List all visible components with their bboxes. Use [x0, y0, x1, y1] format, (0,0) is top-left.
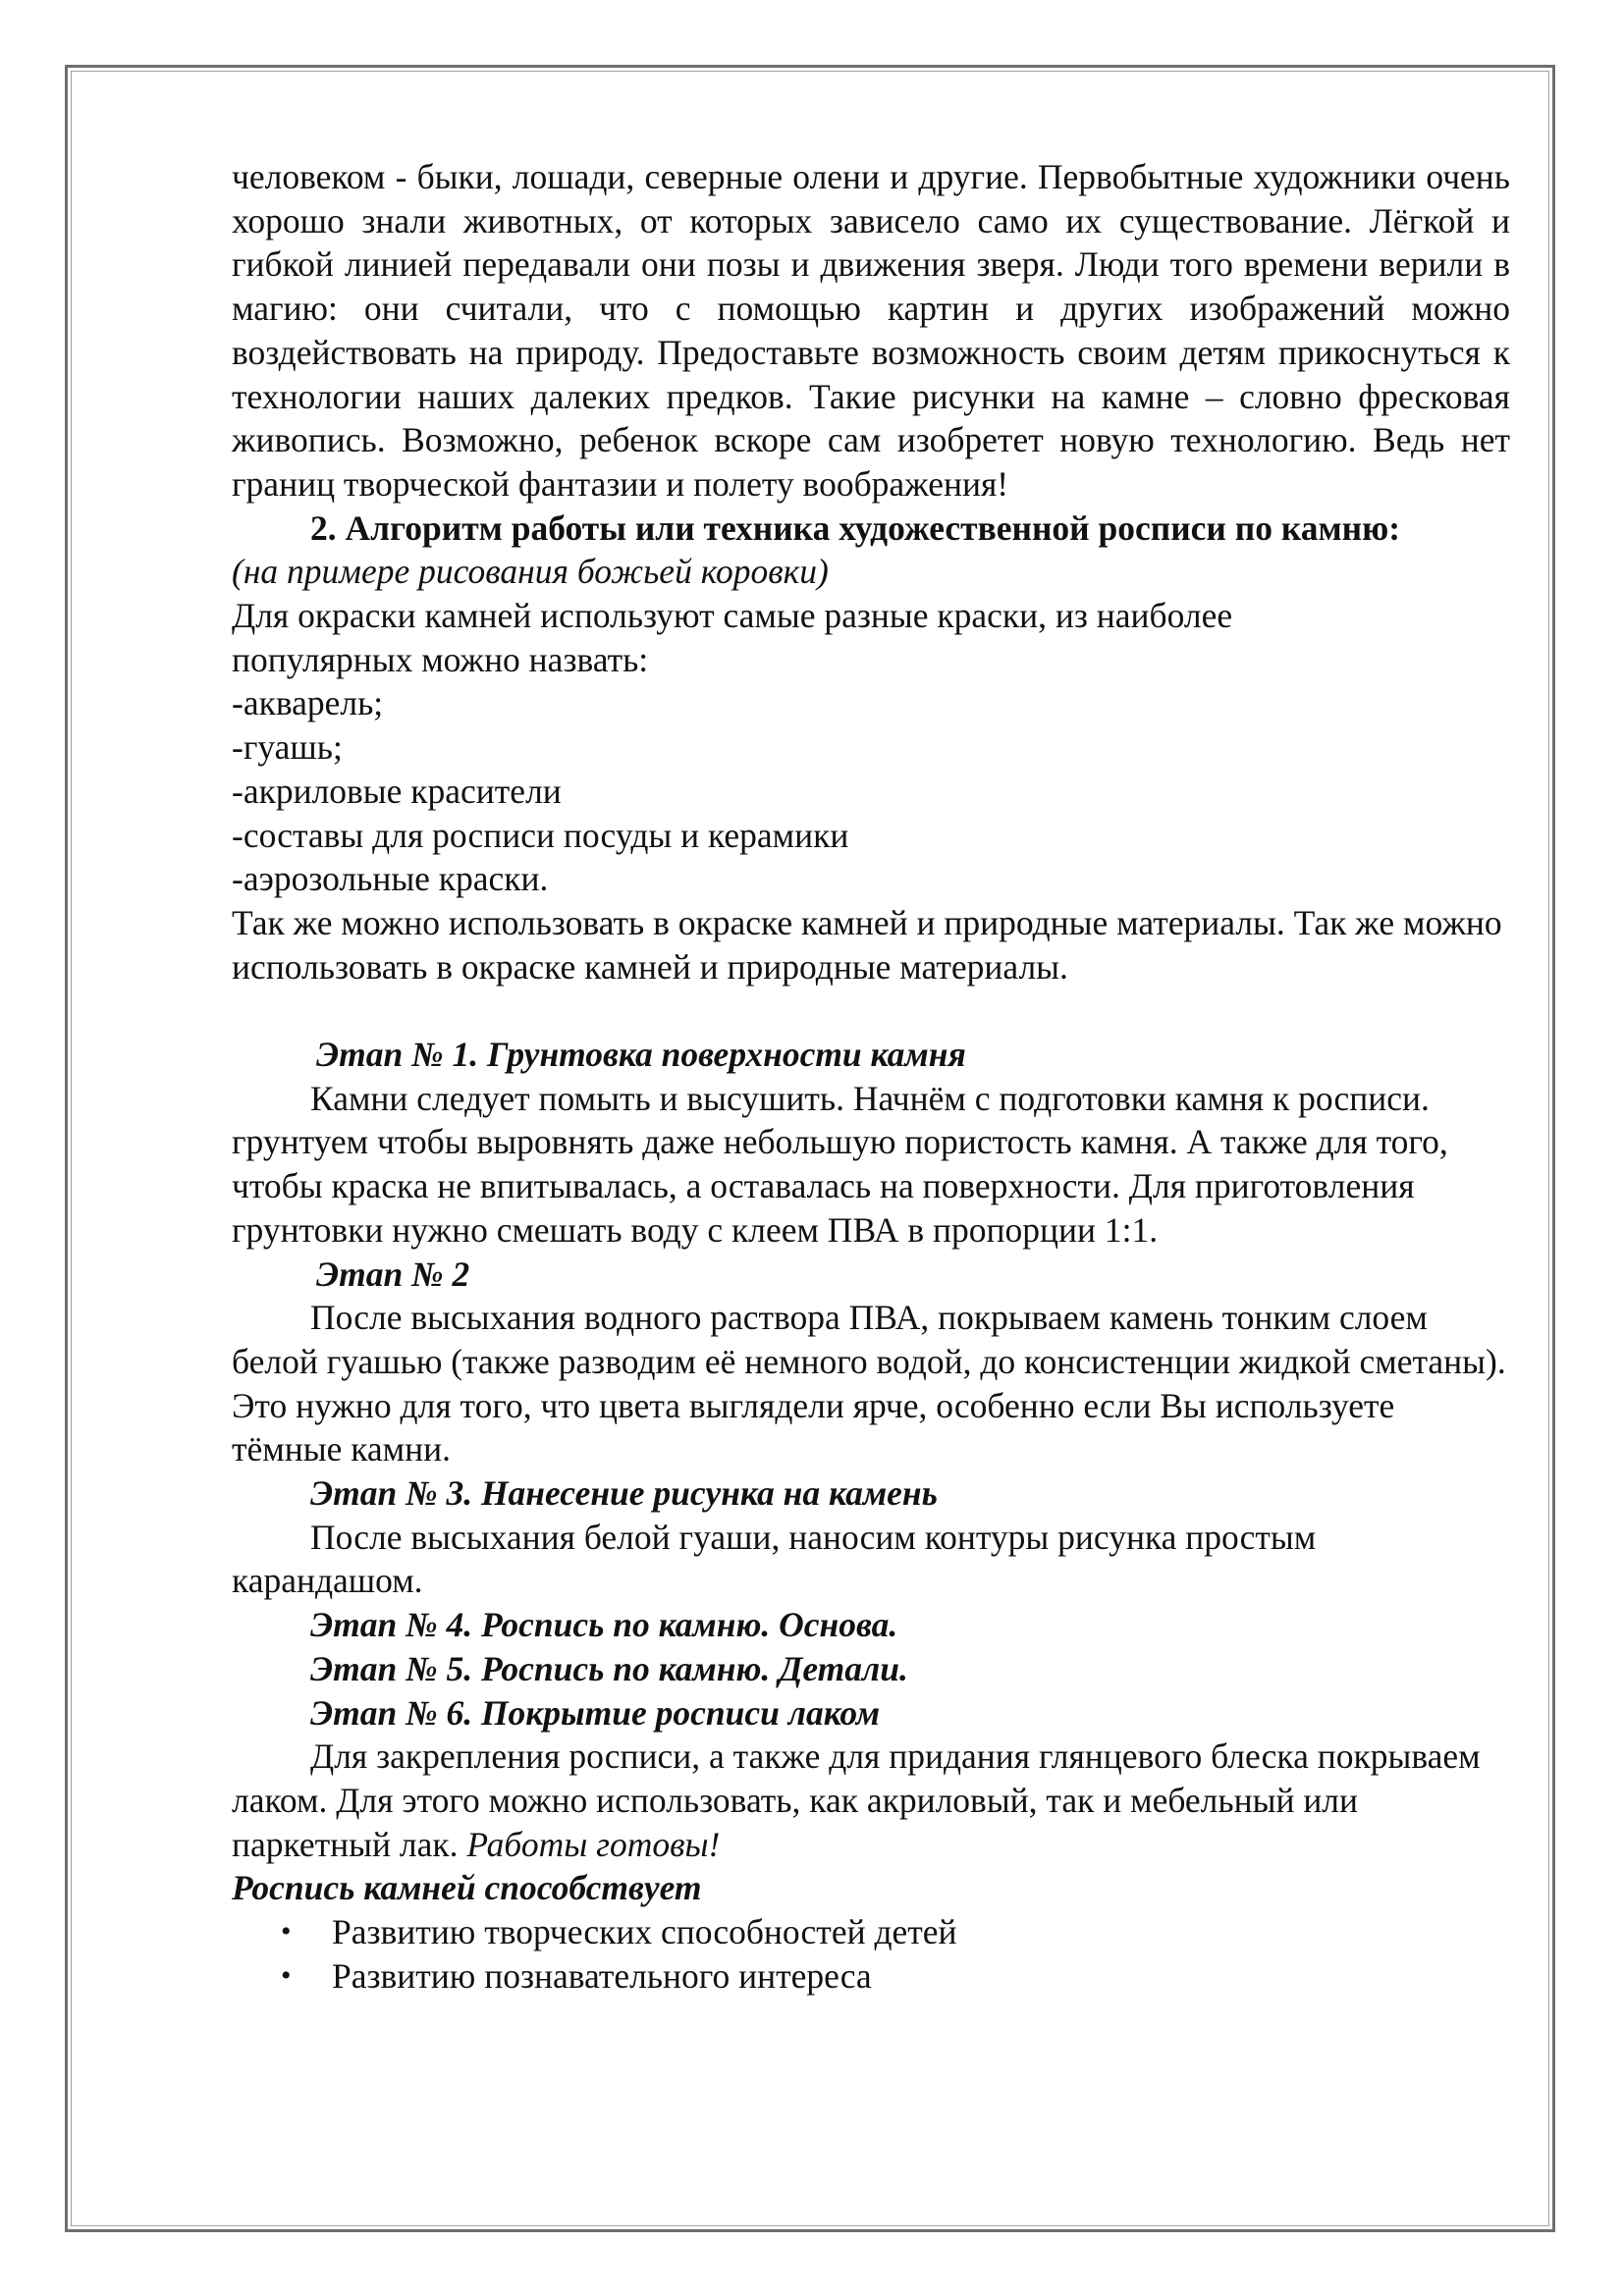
stage-6-text: Для закрепления росписи, а также для придания глянцевого блеска покрываем лаком. Для этого можно использовать, как акриловый, так и мебельный или паркетный лак. [232, 1736, 1481, 1864]
natural-materials-paragraph: Так же можно использовать в окраске камней и природные материалы. Так же можно использовать в окраске камней и природные материалы. [232, 902, 1502, 987]
stage-2-title: Этап № 2 [316, 1254, 470, 1294]
paint-item: -аэрозольные краски. [232, 859, 549, 899]
paint-intro-line-2: популярных можно назвать: [232, 639, 649, 679]
list-item [232, 1910, 1510, 1954]
list-item-text: Развитию познавательного интереса [332, 1955, 872, 1996]
list-item [232, 1954, 1510, 1999]
intro-paragraph: человеком - быки, лошади, северные олени и другие. Первобытные художники очень хорошо знали животных, от которых зависело само их существование. Лёгкой и гибкой линией передавали они позы и движения зверя. Люди того времени верили в магию: они считали, что с помощью картин и других изображений можно воздействовать на природу. Предоставьте возможность своим детям прикоснуться к технологии наших далеких предков. Такие рисунки на камне – словно фресковая живопись. Возможно, ребенок вскоре сам изобретет новую технологию. Ведь нет границ творческой фантазии и полету воображения! [232, 157, 1510, 504]
stage-5-title: Этап № 5. Роспись по камню. Детали. [310, 1648, 908, 1688]
stage-3-text: После высыхания белой гуаши, наносим контуры рисунка простым карандашом. [232, 1517, 1317, 1601]
benefits-list [232, 1910, 1510, 1998]
paint-item: -гуашь; [232, 727, 343, 768]
stage-2-text: После высыхания водного раствора ПВА, покрываем камень тонким слоем белой гуашью (также разводим её немного водой, до консистенции жидкой сметаны). Это нужно для того, что цвета выглядели ярче, особенно если Вы используете тёмные камни. [232, 1298, 1506, 1469]
section-2-heading: 2. Алгоритм работы или техника художественной росписи по камню: [310, 507, 1401, 548]
paint-item: -составы для росписи посуды и керамики [232, 815, 849, 855]
bullet-icon: • [281, 1915, 292, 1949]
paint-intro-line-1: Для окраски камней используют самые разные краски, из наиболее [232, 596, 1233, 636]
stage-6-paragraph [232, 1735, 1510, 1866]
stage-6-done: Работы готовы! [466, 1824, 721, 1864]
blank-line [232, 988, 1510, 1033]
stage-6-title: Этап № 6. Покрытие росписи лаком [310, 1692, 881, 1733]
paint-item: -акриловые красители [232, 771, 562, 811]
document-body [232, 155, 1510, 1999]
benefits-heading: Роспись камней способствует [232, 1868, 702, 1908]
paint-item: -акварель; [232, 683, 384, 723]
stage-3-title: Этап № 3. Нанесение рисунка на камень [310, 1473, 938, 1514]
stage-1-title: Этап № 1. Грунтовка поверхности камня [316, 1035, 966, 1075]
stage-1-text: Камни следует помыть и высушить. Начнём с подготовки камня к росписи. грунтуем чтобы выровнять даже небольшую пористость камня. А также для того, чтобы краска не впитывалась, а оставалась на поверхности. Для приготовления грунтовки нужно смешать воду с клеем ПВА в пропорции 1:1. [232, 1078, 1448, 1250]
list-item-text: Развитию творческих способностей детей [332, 1912, 957, 1952]
section-2-subheading: (на примере рисования божьей коровки) [232, 552, 829, 592]
bullet-icon: • [281, 1958, 292, 1992]
stage-4-title: Этап № 4. Роспись по камню. Основа. [310, 1605, 898, 1645]
